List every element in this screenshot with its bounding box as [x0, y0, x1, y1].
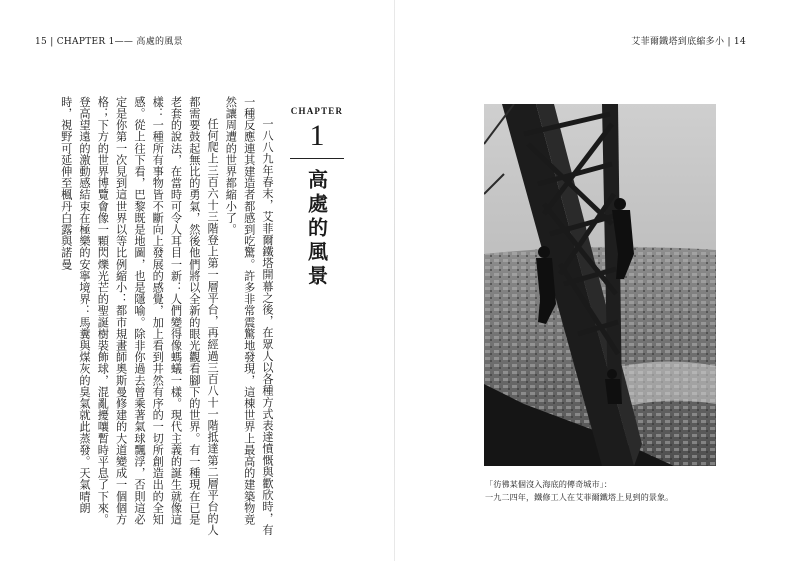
body-text — [48, 96, 276, 536]
chapter-rule — [290, 158, 344, 159]
page-gutter — [394, 0, 395, 561]
photo-illustration — [484, 104, 716, 466]
chapter-heading — [289, 106, 345, 289]
caption-description: 一九二四年，鐵修工人在艾菲爾鐵塔上見到的景象。 — [485, 492, 674, 502]
body-paragraph: 任何爬上三百六十三階登上第一層平台，再經過三百八十一階抵達第二層平台的人都需要鼓起無比的勇氣，然後他們將以全新的眼光觀看腳下的世界。有一種現在已是老套的說法，在當時可令人耳目一新：人們變得像螞蟻一樣。現代主義的誕生就像這樣：一種所有事物皆不斷向上發展的感覺，加上看到井然有序的一切所創造出的全知感。從上往下看，巴黎既是地圖，也是隱喻。除非你過去曾乘著氣球飄浮，否則這必定是你第一次見到這世界以等比例縮小：都市規畫師奧斯曼修建的大道變成一個個方格；下方的世界博覽會像一顆閃爍光芒的聖誕樹裝飾球，混亂擾嚷暫時平息了下來。登高望遠的激動感結束在極樂的安寧境界：馬糞與煤灰的臭氣就此蒸發。天氣晴朗時，視野可延伸至楓丹白露與諾曼 — [59, 96, 220, 536]
body-paragraph: 一八八九年春末，艾菲爾鐵塔開幕之後，在眾人以各種方式表達憤慨與歡欣時，有一種反應連其建造者都感到吃驚。許多非常震驚地發現，這棟世界上最高的建築物竟然讓周遭的世界都縮小了。 — [224, 96, 274, 536]
left-running-header: 15 | CHAPTER 1—— 高處的風景 — [35, 37, 183, 47]
photo-caption — [485, 478, 725, 504]
chapter-label: CHAPTER — [290, 106, 344, 116]
eiffel-tower-photo — [484, 104, 716, 466]
caption-quote: 「彷彿某個沒入海底的傳奇城市」： — [485, 479, 612, 489]
right-running-header: 艾菲爾鐵塔到底縮多小 | 14 — [631, 37, 746, 47]
chapter-title: 高處的風景 — [304, 169, 329, 289]
chapter-number: 1 — [309, 119, 325, 152]
